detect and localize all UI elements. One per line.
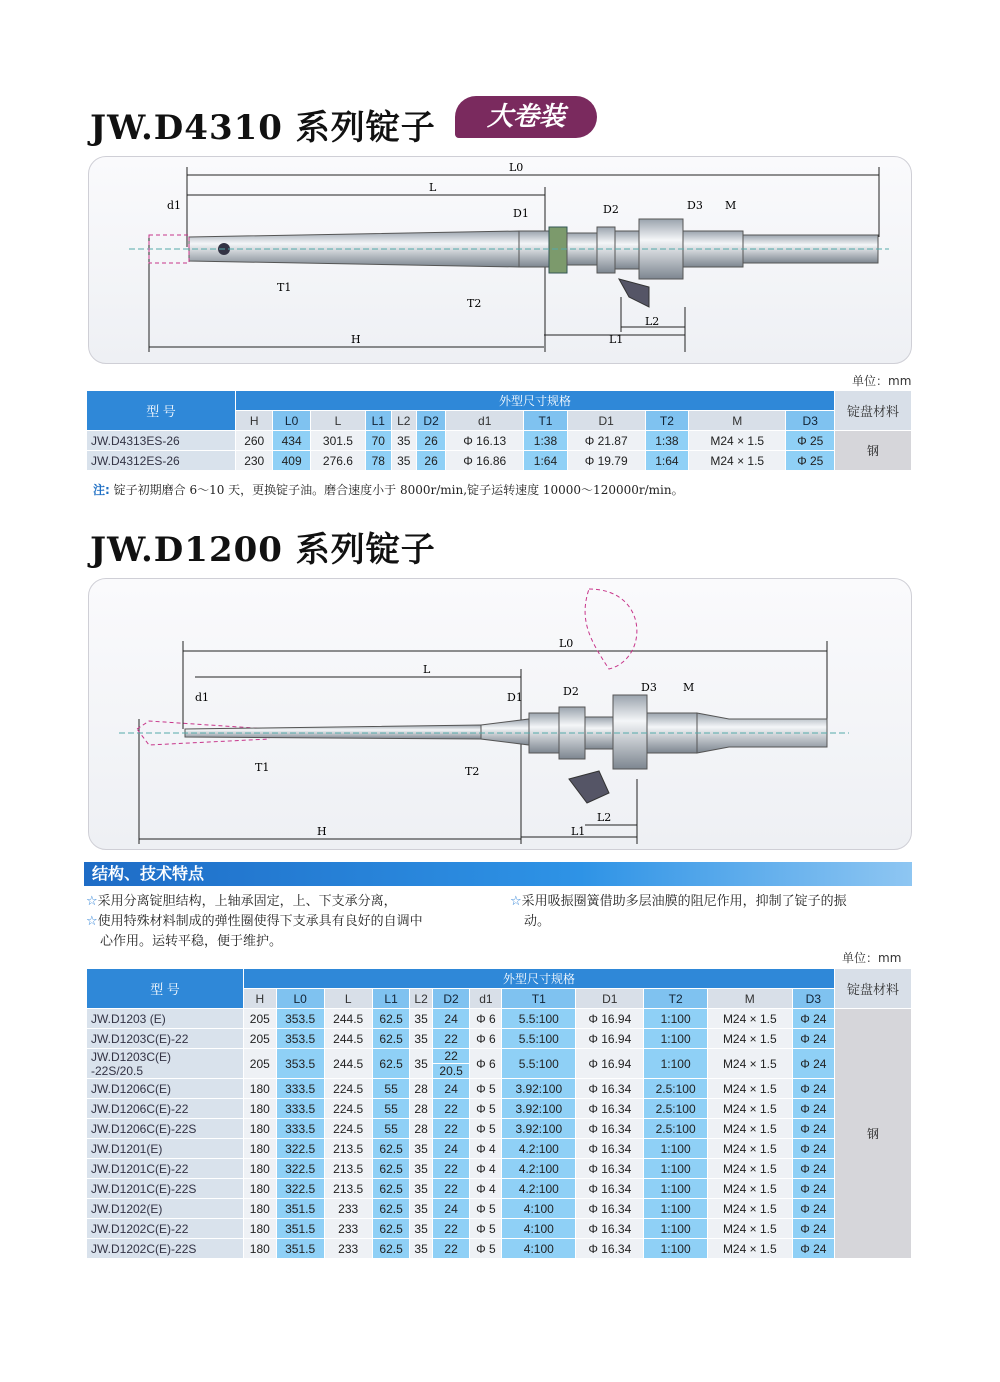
dim-L1: L1: [609, 333, 624, 346]
table-row: [87, 1179, 912, 1199]
table-row: [87, 1099, 912, 1119]
cell-d1: Φ 16.34: [576, 1139, 644, 1159]
cell-m: M24 × 1.5: [707, 1139, 792, 1159]
cell-d3: Φ 24: [792, 1119, 834, 1139]
cell-d1: Φ 5: [470, 1119, 502, 1139]
cell-l0: 351.5: [276, 1219, 324, 1239]
table-row: [87, 431, 912, 451]
cell-d2: 22: [432, 1179, 470, 1199]
cell-t2: 1:100: [644, 1049, 708, 1079]
cell-d1: Φ 16.34: [576, 1159, 644, 1179]
cell-d1: Φ 6: [470, 1049, 502, 1079]
cell-m: M24 × 1.5: [707, 1219, 792, 1239]
cell-d3: Φ 24: [792, 1199, 834, 1219]
cell-d3: Φ 24: [792, 1139, 834, 1159]
cell-l: 224.5: [324, 1099, 372, 1119]
cell-d1: Φ 16.94: [576, 1009, 644, 1029]
cell-h: 180: [244, 1239, 277, 1259]
cell-l1: 62.5: [372, 1029, 410, 1049]
col-header-t1: T1: [524, 411, 567, 431]
cell-d1: Φ 5: [470, 1079, 502, 1099]
model-cell: JW.D1203 (E): [87, 1009, 244, 1029]
model-cell: JW.D4312ES-26: [87, 451, 236, 471]
dim-D1: D1: [513, 207, 529, 220]
cell-t1: 5.5:100: [502, 1049, 576, 1079]
cell-t1: 4:100: [502, 1239, 576, 1259]
col-header-t2: T2: [645, 411, 688, 431]
spindle-diagram-2: [89, 579, 911, 849]
model-cell: JW.D1206C(E)-22S: [87, 1119, 244, 1139]
cell-l2: 35: [410, 1239, 432, 1259]
cell-m: M24 × 1.5: [689, 451, 786, 471]
col-header-l2: L2: [391, 411, 417, 431]
cell-l0: 333.5: [276, 1119, 324, 1139]
dim2-T2: T2: [465, 765, 480, 778]
col-header-l0: L0: [273, 411, 310, 431]
col-header-d2: D2: [417, 411, 446, 431]
cell-l: 224.5: [324, 1079, 372, 1099]
material-header: 锭盘材料: [835, 969, 912, 1009]
feature-2: 使用特殊材料制成的弹性圈使得下支承具有良好的自调中: [97, 914, 423, 929]
section1-badge: 大卷装: [455, 96, 597, 138]
cell-d2: 22: [432, 1219, 470, 1239]
cell-d1: Φ 6: [470, 1009, 502, 1029]
cell-l1: 55: [372, 1079, 410, 1099]
cell-l1: 55: [372, 1119, 410, 1139]
cell-l: 213.5: [324, 1139, 372, 1159]
feature-1: 采用分离锭胆结构，上轴承固定，上、下支承分离，: [97, 894, 397, 909]
cell-d3: Φ 24: [792, 1099, 834, 1119]
model-cell: JW.D1203C(E)-22: [87, 1029, 244, 1049]
cell-d3: Φ 24: [792, 1179, 834, 1199]
table-row: [87, 1199, 912, 1219]
cell-t2: 1:100: [644, 1199, 708, 1219]
cell-d3: Φ 25: [786, 451, 835, 471]
section1-unit: 单位：mm: [852, 374, 912, 388]
col-header-d1: D1: [576, 989, 644, 1009]
dim-T2: T2: [467, 297, 482, 310]
group-header: 外型尺寸规格: [244, 969, 835, 989]
table-row: [87, 1159, 912, 1179]
cell-l: 301.5: [310, 431, 365, 451]
cell-h: 180: [244, 1159, 277, 1179]
dim-d1: d1: [167, 199, 182, 212]
cell-d1: Φ 21.87: [567, 431, 645, 451]
cell-l: 224.5: [324, 1119, 372, 1139]
cell-d1: Φ 16.34: [576, 1119, 644, 1139]
cell-t1: 3.92:100: [502, 1099, 576, 1119]
cell-d1: Φ 16.34: [576, 1219, 644, 1239]
section2-unit: 单位：mm: [842, 951, 902, 965]
cell-l2: 35: [410, 1159, 432, 1179]
cell-d1: Φ 16.86: [446, 451, 524, 471]
col-header-h: H: [244, 989, 277, 1009]
spindle-diagram-1: [89, 157, 911, 363]
cell-d1: Φ 4: [470, 1179, 502, 1199]
cell-t1: 1:64: [524, 451, 567, 471]
model-cell: JW.D1206C(E)-22: [87, 1099, 244, 1119]
cell-h: 180: [244, 1079, 277, 1099]
cell-l1: 62.5: [372, 1199, 410, 1219]
cell-l2: 35: [410, 1219, 432, 1239]
cell-d2: 24: [432, 1079, 470, 1099]
cell-l0: 351.5: [276, 1239, 324, 1259]
table-row: [87, 1079, 912, 1099]
cell-h: 180: [244, 1139, 277, 1159]
star-icon: ☆: [86, 914, 98, 929]
dim2-L2: L2: [597, 811, 612, 824]
cell-t2: 1:100: [644, 1009, 708, 1029]
feature-2-cont: 心作用。运转平稳，便于维护。: [100, 934, 283, 949]
model-cell: JW.D1203C(E) -22S/20.5: [87, 1049, 244, 1079]
table-row: [87, 1029, 912, 1049]
cell-m: M24 × 1.5: [707, 1099, 792, 1119]
cell-l0: 353.5: [276, 1049, 324, 1079]
cell-t1: 4.2:100: [502, 1139, 576, 1159]
cell-t2: 1:100: [644, 1179, 708, 1199]
cell-t1: 4:100: [502, 1199, 576, 1219]
cell-l0: 322.5: [276, 1179, 324, 1199]
dim-T1: T1: [277, 281, 292, 294]
cell-m: M24 × 1.5: [707, 1029, 792, 1049]
cell-l: 244.5: [324, 1009, 372, 1029]
col-header-d1: d1: [446, 411, 524, 431]
cell-d1: Φ 4: [470, 1159, 502, 1179]
table-row: [87, 1239, 912, 1259]
features-title: 结构、技术特点: [92, 864, 205, 883]
cell-l: 276.6: [310, 451, 365, 471]
cell-h: 205: [244, 1049, 277, 1079]
cell-t1: 5.5:100: [502, 1009, 576, 1029]
cell-d1: Φ 5: [470, 1099, 502, 1119]
cell-d3: Φ 24: [792, 1079, 834, 1099]
cell-l: 244.5: [324, 1049, 372, 1079]
cell-l0: 434: [273, 431, 310, 451]
cell-h: 230: [236, 451, 273, 471]
cell-h: 180: [244, 1119, 277, 1139]
cell-t1: 3.92:100: [502, 1119, 576, 1139]
cell-d2: 26: [417, 431, 446, 451]
cell-l2: 28: [410, 1099, 432, 1119]
cell-l0: 409: [273, 451, 310, 471]
cell-l1: 62.5: [372, 1179, 410, 1199]
cell-l1: 62.5: [372, 1219, 410, 1239]
model-cell: JW.D1202C(E)-22: [87, 1219, 244, 1239]
cell-t2: 2.5:100: [644, 1099, 708, 1119]
cell-h: 260: [236, 431, 273, 451]
cell-d3: Φ 24: [792, 1159, 834, 1179]
cell-d2: 24: [432, 1199, 470, 1219]
cell-h: 180: [244, 1099, 277, 1119]
cell-d2: 24: [432, 1139, 470, 1159]
cell-l1: 62.5: [372, 1239, 410, 1259]
dim2-D2: D2: [563, 685, 579, 698]
cell-d2: 22: [432, 1159, 470, 1179]
table-row: [87, 1139, 912, 1159]
cell-t1: 1:38: [524, 431, 567, 451]
cell-t2: 1:100: [644, 1219, 708, 1239]
dim2-T1: T1: [255, 761, 270, 774]
cell-l0: 322.5: [276, 1139, 324, 1159]
material-cell: 钢: [835, 431, 912, 471]
features-title-bar: [84, 862, 912, 886]
col-header-d3: D3: [786, 411, 835, 431]
cell-d1: Φ 19.79: [567, 451, 645, 471]
col-header-l2: L2: [410, 989, 432, 1009]
cell-d3: Φ 24: [792, 1049, 834, 1079]
dim2-d1: d1: [195, 691, 210, 704]
col-header-l: L: [324, 989, 372, 1009]
cell-m: M24 × 1.5: [707, 1049, 792, 1079]
model-cell: JW.D4313ES-26: [87, 431, 236, 451]
cell-t1: 4.2:100: [502, 1159, 576, 1179]
cell-l1: 78: [366, 451, 392, 471]
section1-title: JW.D4310 系列锭子: [90, 108, 436, 148]
dim2-D1: D1: [507, 691, 523, 704]
cell-d3: Φ 24: [792, 1219, 834, 1239]
cell-l: 213.5: [324, 1159, 372, 1179]
section1-spec-table: [86, 390, 912, 471]
cell-d2: 26: [417, 451, 446, 471]
col-header-d2: D2: [432, 989, 470, 1009]
cell-t2: 1:100: [644, 1159, 708, 1179]
note-label: 注:: [93, 483, 110, 497]
cell-l0: 353.5: [276, 1009, 324, 1029]
dim2-L0: L0: [559, 637, 574, 650]
feature-3-cont: 动。: [524, 914, 551, 929]
cell-t2: 1:100: [644, 1139, 708, 1159]
cell-l1: 62.5: [372, 1139, 410, 1159]
features-right: [510, 892, 912, 932]
table-row: [87, 1009, 912, 1029]
cell-t2: 1:100: [644, 1029, 708, 1049]
cell-m: M24 × 1.5: [707, 1199, 792, 1219]
cell-l2: 35: [391, 451, 417, 471]
cell-t1: 4.2:100: [502, 1179, 576, 1199]
cell-d2: 24: [432, 1009, 470, 1029]
cell-t2: 1:38: [645, 431, 688, 451]
dim-L0: L0: [509, 161, 524, 174]
cell-l2: 28: [410, 1119, 432, 1139]
cell-d3: Φ 24: [792, 1029, 834, 1049]
section2-drawing: [88, 578, 912, 850]
cell-h: 180: [244, 1179, 277, 1199]
section2-title: JW.D1200 系列锭子: [90, 530, 436, 570]
col-header-t2: T2: [644, 989, 708, 1009]
cell-d1: Φ 16.94: [576, 1029, 644, 1049]
col-header-d3: D3: [792, 989, 834, 1009]
section1-note: [93, 481, 684, 498]
cell-d3: Φ 24: [792, 1239, 834, 1259]
model-cell: JW.D1201C(E)-22: [87, 1159, 244, 1179]
cell-l0: 322.5: [276, 1159, 324, 1179]
cell-h: 205: [244, 1029, 277, 1049]
cell-l2: 35: [410, 1179, 432, 1199]
model-cell: JW.D1202(E): [87, 1199, 244, 1219]
col-header-l1: L1: [366, 411, 392, 431]
cell-l1: 62.5: [372, 1009, 410, 1029]
section1-drawing: [88, 156, 912, 364]
table-row: [87, 1049, 912, 1079]
table-row: [87, 451, 912, 471]
dim-M: M: [725, 199, 737, 212]
cell-d1: Φ 6: [470, 1029, 502, 1049]
cell-d2: 22: [432, 1119, 470, 1139]
cell-t2: 2.5:100: [644, 1079, 708, 1099]
cell-d2: 22: [432, 1029, 470, 1049]
cell-t2: 1:100: [644, 1239, 708, 1259]
col-header-h: H: [236, 411, 273, 431]
section2-spec-table: [86, 968, 912, 1259]
cell-h: 180: [244, 1219, 277, 1239]
cell-l0: 351.5: [276, 1199, 324, 1219]
cell-l: 244.5: [324, 1029, 372, 1049]
dim-H: H: [351, 333, 361, 346]
cell-l: 233: [324, 1219, 372, 1239]
cell-m: M24 × 1.5: [707, 1159, 792, 1179]
dim2-H: H: [317, 825, 327, 838]
star-icon: ☆: [510, 894, 522, 909]
cell-l2: 35: [410, 1049, 432, 1079]
table-row: [87, 1219, 912, 1239]
cell-d1: Φ 16.94: [576, 1049, 644, 1079]
cell-l: 213.5: [324, 1179, 372, 1199]
cell-l0: 353.5: [276, 1029, 324, 1049]
col-header-l0: L0: [276, 989, 324, 1009]
cell-l1: 70: [366, 431, 392, 451]
model-cell: JW.D1201(E): [87, 1139, 244, 1159]
material-cell: 钢: [835, 1009, 912, 1259]
cell-t1: 4:100: [502, 1219, 576, 1239]
dim2-L: L: [423, 663, 431, 676]
cell-d1: Φ 5: [470, 1199, 502, 1219]
cell-l: 233: [324, 1199, 372, 1219]
cell-d3: Φ 24: [792, 1009, 834, 1029]
cell-l1: 62.5: [372, 1049, 410, 1079]
cell-h: 205: [244, 1009, 277, 1029]
model-cell: JW.D1201C(E)-22S: [87, 1179, 244, 1199]
dim2-D3: D3: [641, 681, 657, 694]
cell-d2: 22: [432, 1099, 470, 1119]
cell-d2: 22: [432, 1239, 470, 1259]
cell-m: M24 × 1.5: [707, 1239, 792, 1259]
cell-l2: 35: [410, 1009, 432, 1029]
table-row: [87, 1119, 912, 1139]
cell-d1: Φ 4: [470, 1139, 502, 1159]
cell-h: 180: [244, 1199, 277, 1219]
cell-l2: 35: [410, 1199, 432, 1219]
cell-d1: Φ 5: [470, 1219, 502, 1239]
cell-l2: 35: [391, 431, 417, 451]
cell-d1: Φ 16.34: [576, 1199, 644, 1219]
cell-d3: Φ 25: [786, 431, 835, 451]
col-header-d1: D1: [567, 411, 645, 431]
cell-l: 233: [324, 1239, 372, 1259]
cell-d1: Φ 16.34: [576, 1239, 644, 1259]
features-left: [86, 892, 506, 952]
model-header: 型 号: [87, 969, 244, 1009]
dim-L2: L2: [645, 315, 660, 328]
dim-D3: D3: [687, 199, 703, 212]
model-header: 型 号: [87, 391, 236, 431]
cell-d1: Φ 16.13: [446, 431, 524, 451]
group-header: 外型尺寸规格: [236, 391, 835, 411]
feature-3: 采用吸振圈簧借助多层油膜的阻尼作用，抑制了锭子的振: [521, 894, 847, 909]
col-header-l: L: [310, 411, 365, 431]
cell-t1: 3.92:100: [502, 1079, 576, 1099]
dim-D2: D2: [603, 203, 619, 216]
col-header-d1: d1: [470, 989, 502, 1009]
model-cell: JW.D1202C(E)-22S: [87, 1239, 244, 1259]
cell-d1: Φ 16.34: [576, 1099, 644, 1119]
cell-m: M24 × 1.5: [707, 1119, 792, 1139]
cell-d1: Φ 16.34: [576, 1079, 644, 1099]
col-header-t1: T1: [502, 989, 576, 1009]
cell-t1: 5.5:100: [502, 1029, 576, 1049]
cell-l1: 55: [372, 1099, 410, 1119]
material-header: 锭盘材料: [835, 391, 912, 431]
cell-m: M24 × 1.5: [689, 431, 786, 451]
cell-t2: 2.5:100: [644, 1119, 708, 1139]
dim2-M: M: [683, 681, 695, 694]
cell-d2: 22 20.5: [432, 1049, 470, 1079]
col-header-m: M: [707, 989, 792, 1009]
cell-l2: 28: [410, 1079, 432, 1099]
cell-l0: 333.5: [276, 1099, 324, 1119]
cell-l2: 35: [410, 1139, 432, 1159]
cell-m: M24 × 1.5: [707, 1079, 792, 1099]
cell-m: M24 × 1.5: [707, 1179, 792, 1199]
cell-d1: Φ 5: [470, 1239, 502, 1259]
cell-m: M24 × 1.5: [707, 1009, 792, 1029]
col-header-m: M: [689, 411, 786, 431]
cell-t2: 1:64: [645, 451, 688, 471]
model-cell: JW.D1206C(E): [87, 1079, 244, 1099]
col-header-l1: L1: [372, 989, 410, 1009]
cell-l1: 62.5: [372, 1159, 410, 1179]
dim2-L1: L1: [571, 825, 586, 838]
dim-L: L: [429, 181, 437, 194]
note-text: 锭子初期磨合 6～10 天，更换锭子油。磨合速度小于 8000r/min,锭子运转速度 10000～120000r/min。: [113, 483, 684, 497]
cell-l0: 333.5: [276, 1079, 324, 1099]
cell-l2: 35: [410, 1029, 432, 1049]
star-icon: ☆: [86, 894, 98, 909]
cell-d1: Φ 16.34: [576, 1179, 644, 1199]
